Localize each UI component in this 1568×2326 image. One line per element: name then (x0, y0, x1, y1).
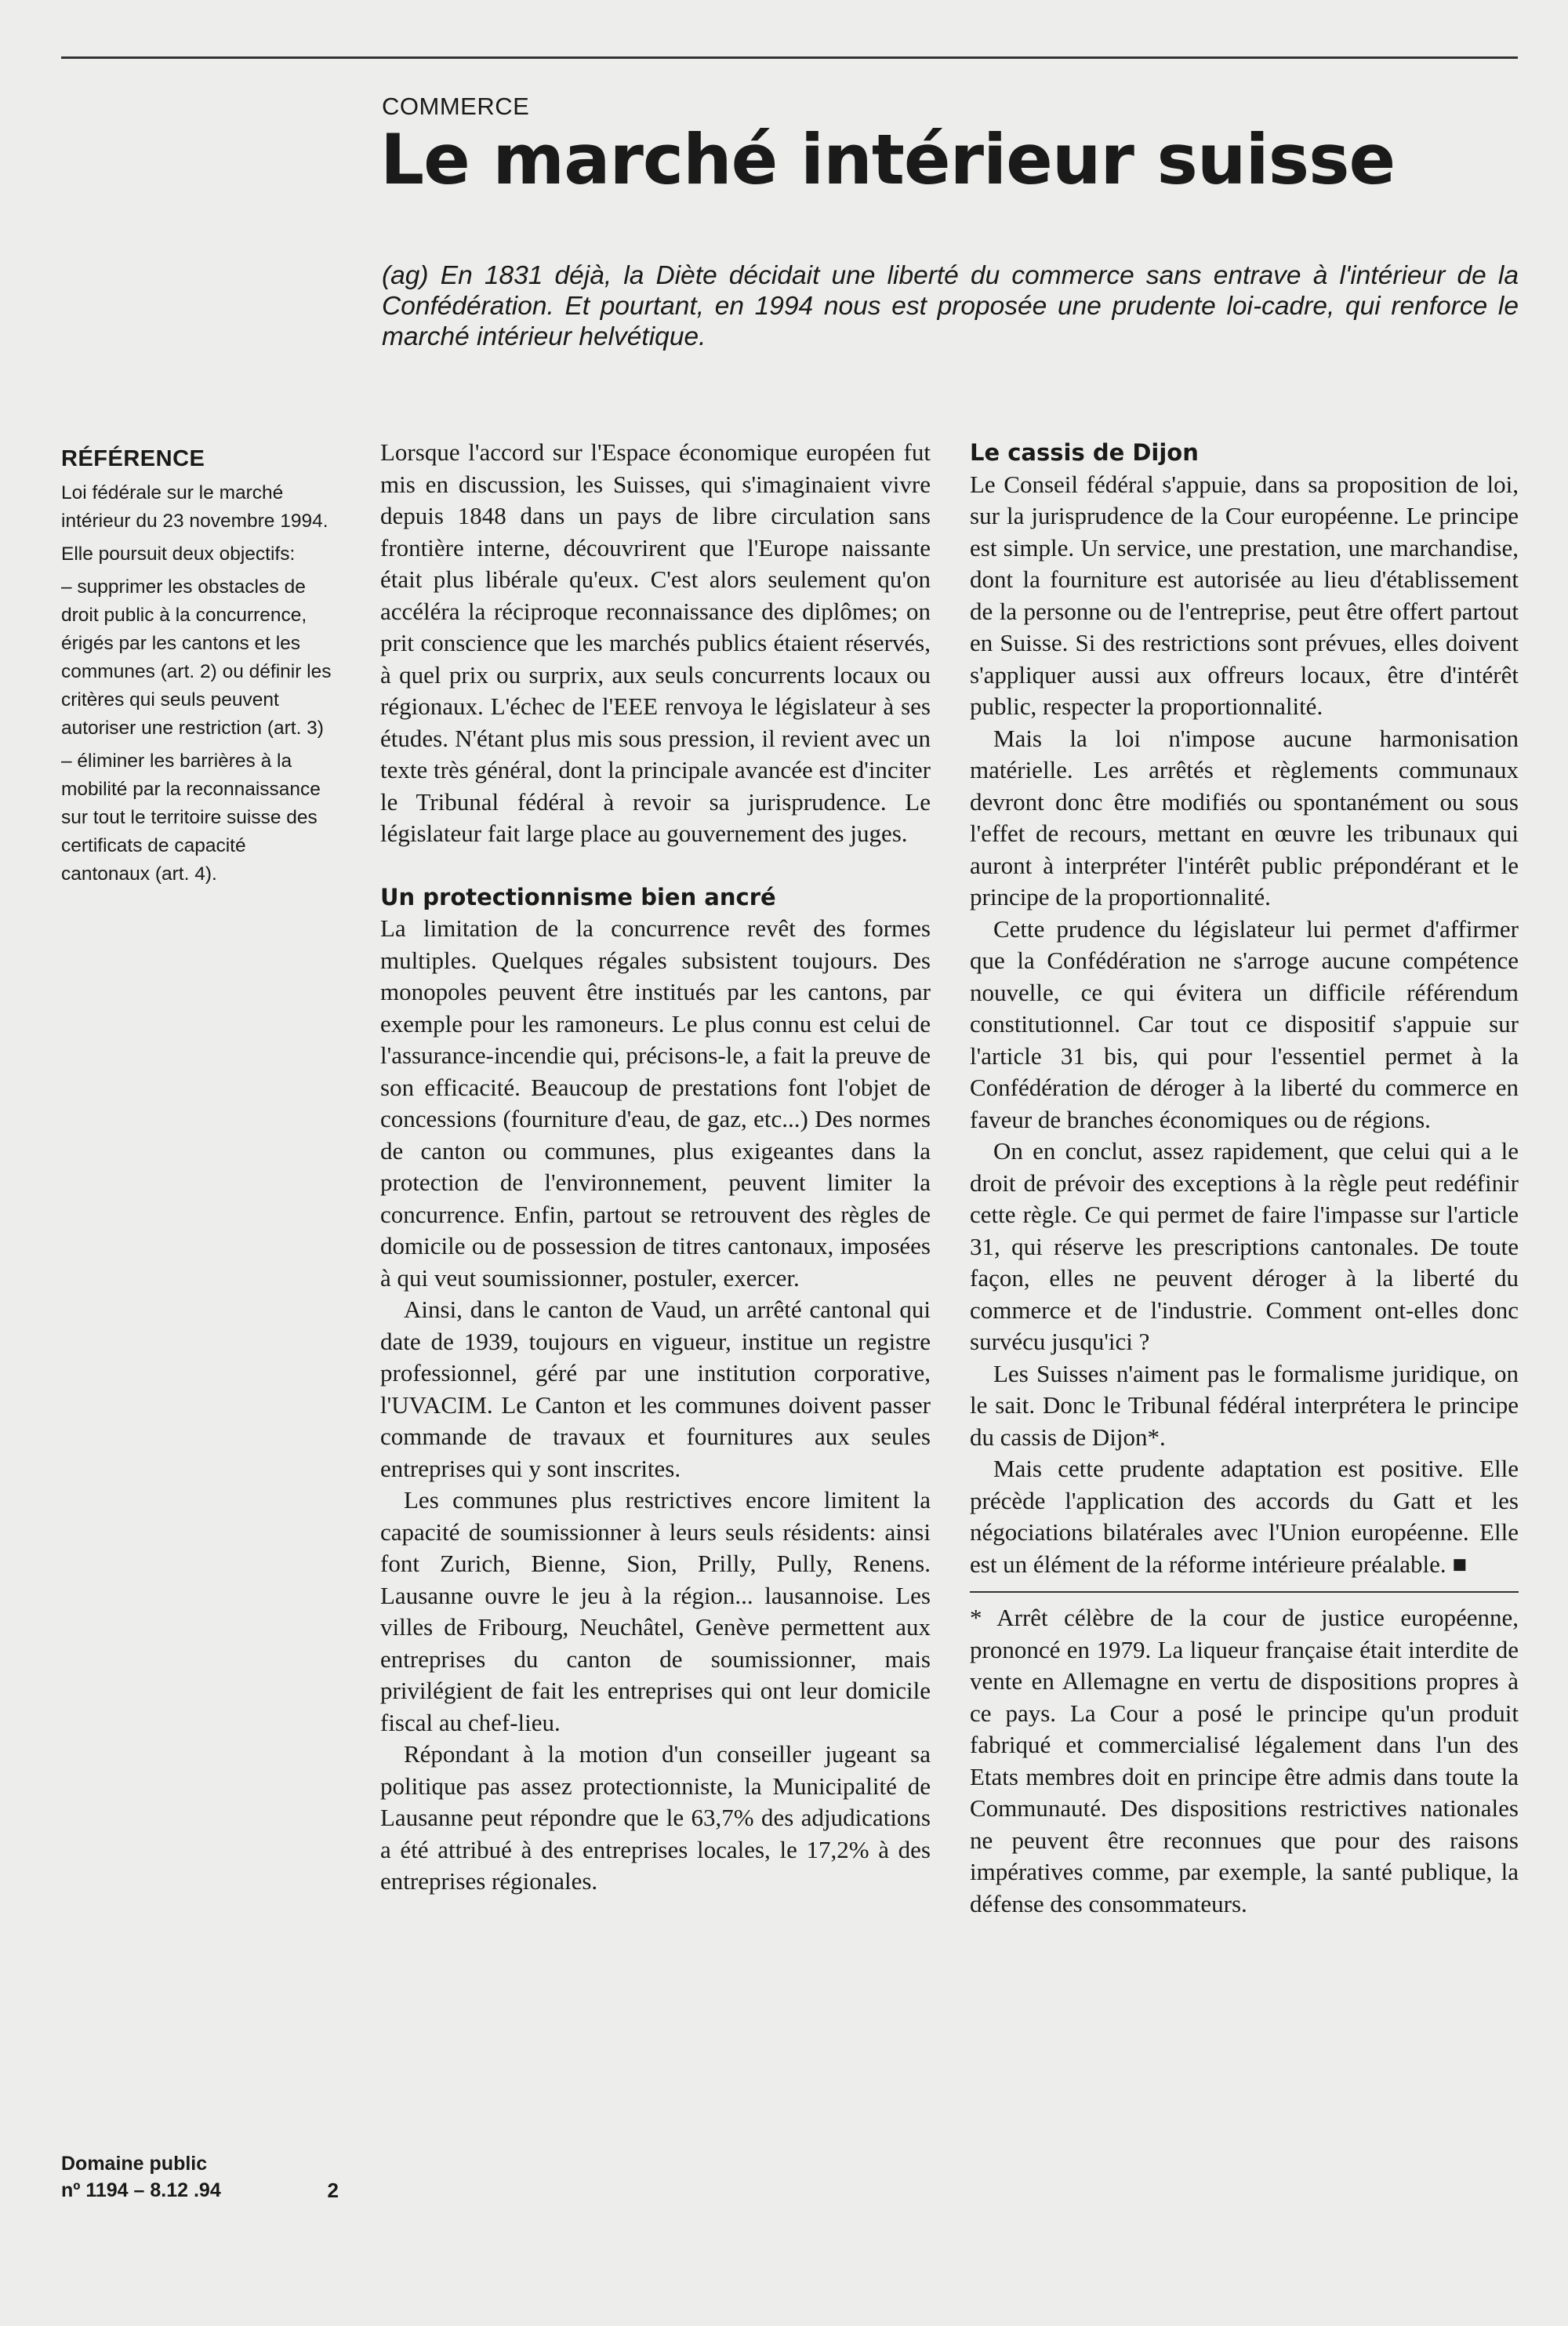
article-column-2 (970, 437, 1519, 1920)
subheading: Un protectionnisme bien ancré (380, 883, 776, 910)
reference-item: Loi fédérale sur le marché intérieur du 23 novembre 1994. (61, 482, 328, 532)
reference-item: Elle poursuit deux objectifs: (61, 543, 296, 565)
paragraph: Les Suisses n'aiment pas le formalisme juridique, on le sait. Donc le Tribunal fédéral interprétera le principe du cassis de Dijon*. (970, 1359, 1519, 1451)
page-number: 2 (327, 2179, 339, 2202)
paragraph: Cette prudence du législateur lui permet d'affirmer que la Confédération ne s'arroge aucune compétence nouvelle, ce qui évitera un difficile référendum constitutionnel. Car tout ce dispositif s'appuie sur l'article 31 bis, qui pour l'essentiel permet à la Confédération de déroger à la liberté du commerce en faveur de branches économiques ou de régions. (970, 914, 1519, 1133)
publication-name: Domaine public (61, 2153, 208, 2175)
paragraph: Mais la loi n'impose aucune harmonisation matérielle. Les arrêtés et règlements communaux devront donc être modifiés ou spontanément ou sous l'effet de recours, mettant en œuvre les tribunaux qui auront à interpréter l'intérêt public prépondérant et le principe de la proportionnalité. (970, 724, 1519, 910)
paragraph: Mais cette prudente adaptation est positive. Elle précède l'application des accords du Gatt et les négociations bilatérales avec l'Union européenne. Elle est un élément de la réforme intérieure préalable. ■ (970, 1455, 1519, 1578)
subheading: Le cassis de Dijon (970, 439, 1199, 466)
paragraph: Lorsque l'accord sur l'Espace économique européen fut mis en discussion, les Suisses, qui s'imaginaient vivre depuis 1848 dans un pays de libre circulation sans frontière interne, découvrirent que l'Europe naissante était plus libérale qu'eux. C'est alors seulement qu'on accéléra la réciproque reconnaissance des diplômes; on prit conscience que les marchés publics étaient réservés, à quel prix ou surprix, aux seuls concurrents locaux ou régionaux. L'échec de l'EEE renvoya le législateur à ses études. N'étant plus mis sous pression, il revient avec un texte très général, dont la principale avancée est d'inciter le Tribunal fédéral à revoir sa jurisprudence. Le législateur fait large place au gouvernement des juges. (380, 438, 931, 847)
paragraph: On en conclut, assez rapidement, que celui qui a le droit de prévoir des exceptions à la règle peut redéfinir cette règle. Ce qui permet de faire l'impasse sur l'article 31, qui réserve les prescriptions cantonales. De toute façon, elles ne peuvent déroger à la liberté du commerce et de l'industrie. Comment ont-elles donc survécu jusqu'ici ? (970, 1137, 1519, 1355)
paragraph: La limitation de la concurrence revêt des formes multiples. Quelques régales subsistent toujours. Des monopoles peuvent être institués par les cantons, par exemple pour les ramoneurs. Le plus connu est celui de l'assurance-incendie qui, précisons-le, a fait la preuve de son efficacité. Beaucoup de prestations font l'objet de concessions (fourniture d'eau, de gaz, etc...) Des normes de canton ou communes, plus exigeantes dans la protection de l'environnement, peuvent limiter la concurrence. Enfin, partout se retrouvent des règles de domicile ou de possession de titres cantonaux, imposées à qui veut soumissionner, postuler, exercer. (380, 914, 931, 1292)
paragraph: Le Conseil fédéral s'appuie, dans sa proposition de loi, sur la jurisprudence de la Cour européenne. Le principe est simple. Un service, une prestation, une marchandise, dont la fourniture est autorisée au lieu d'établissement de la personne ou de l'entreprise, peut être offert partout en Suisse. Si des restrictions sont prévues, elles doivent s'appliquer aussi aux offreurs locaux, être d'intérêt public, respecter la proportionnalité. (970, 470, 1519, 720)
article-column-1 (380, 437, 931, 1898)
article-lede: (ag) En 1831 déjà, la Diète décidait une liberté du commerce sans entrave à l'intérieur de la Confédération. Et pourtant, en 1994 nous est proposée une prudente loi-cadre, qui renforce le marché intérieur helvétique. (382, 261, 1519, 351)
top-rule (61, 56, 1518, 59)
page-footer (61, 2150, 343, 2204)
reference-sidebar (61, 445, 339, 893)
paragraph: Les communes plus restrictives encore limitent la capacité de soumissionner à leurs seuls résidents: ainsi font Zurich, Bienne, Sion, Prilly, Pully, Renens. Lausanne ouvre le jeu à la région... lausannoise. Les villes de Fribourg, Neuchâtel, Genève permettent aux entreprises du canton de soumissionner, mais privilégient de fait les entreprises qui ont leur domicile fiscal au chef-lieu. (380, 1486, 931, 1736)
section-kicker: COMMERCE (382, 93, 530, 120)
footnote-rule (970, 1591, 1519, 1593)
issue-number: nº 1194 – 8.12 .94 (61, 2179, 221, 2201)
paragraph: Ainsi, dans le canton de Vaud, un arrêté cantonal qui date de 1939, toujours en vigueur, institue un registre professionnel, géré par une institution corporative, l'UVACIM. Le Canton et les communes doivent passer commande de travaux et fournitures aux seules entreprises qui y sont inscrites. (380, 1296, 931, 1482)
reference-heading: RÉFÉRENCE (61, 446, 205, 471)
reference-item: – éliminer les barrières à la mobilité par la reconnaissance sur tout le territoire suisse des certificats de capacité cantonaux (art. 4). (61, 750, 321, 885)
paragraph: Répondant à la motion d'un conseiller jugeant sa politique pas assez protectionniste, la Municipalité de Lausanne peut répondre que le 63,7% des adjudications a été attribué à des entreprises locales, le 17,2% à des entreprises régionales. (380, 1740, 931, 1895)
reference-item: – supprimer les obstacles de droit public à la concurrence, érigés par les cantons et les communes (art. 2) ou définir les critères qui seuls peuvent autoriser une restriction (art. 3) (61, 576, 332, 739)
footnote: * Arrêt célèbre de la cour de justice européenne, prononcé en 1979. La liqueur française était interdite de vente en Allemagne en vertu de dispositions propres à ce pays. La Cour a posé le principe qu'un produit fabriqué et commercialisé légalement dans l'un des Etats membres doit en principe être admis dans toute la Communauté. Des dispositions restrictives nationales ne peuvent être reconnues que pour des raisons impératives comme, par exemple, la santé publique, la défense des consommateurs. (970, 1604, 1519, 1917)
article-title: Le marché intérieur suisse (380, 119, 1396, 200)
